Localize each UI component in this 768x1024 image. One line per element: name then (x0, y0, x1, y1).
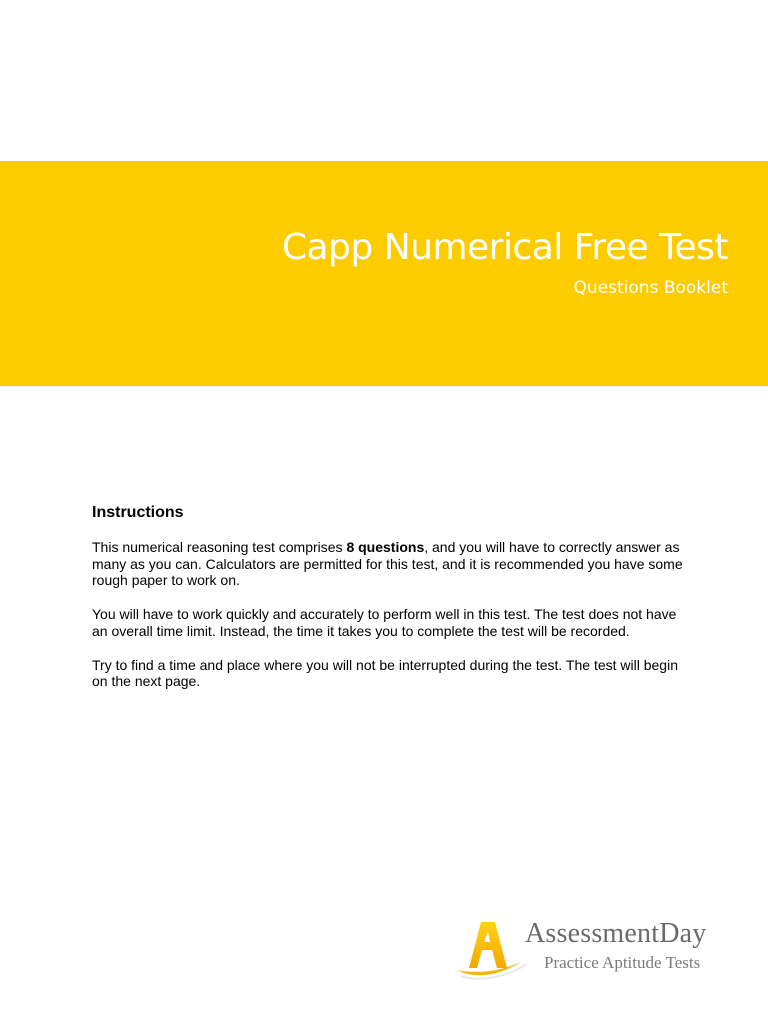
instructions-section (92, 504, 692, 707)
question-count: 8 questions (346, 539, 425, 555)
document-title: Capp Numerical Free Test (281, 227, 728, 268)
instructions-paragraph-3: Try to find a time and place where you will not be interrupted during the test. The test will begin on the next page. (92, 656, 678, 690)
instructions-paragraph-2: You will have to work quickly and accurately to perform well in this test. The test does not have an overall time limit. Instead, the time it takes you to complete the test will be recorded. (92, 606, 677, 639)
assessmentday-a-logo-icon (455, 918, 535, 982)
p1-text-end: , and you will have to correctly answer as many as you can. Calculators are permitted for this test, and it is recommended you have some rough paper to work on. (92, 539, 683, 589)
p1-text-start: This numerical reasoning test comprises (92, 539, 347, 555)
title-banner (0, 161, 768, 386)
document-subtitle: Questions Booklet (573, 278, 728, 298)
instructions-heading: Instructions (92, 504, 184, 521)
logo-tagline: Practice Aptitude Tests (544, 953, 701, 972)
logo-brand-name: AssessmentDay (525, 918, 707, 949)
assessmentday-logo (455, 918, 740, 988)
instructions-paragraph-1 (92, 539, 692, 589)
